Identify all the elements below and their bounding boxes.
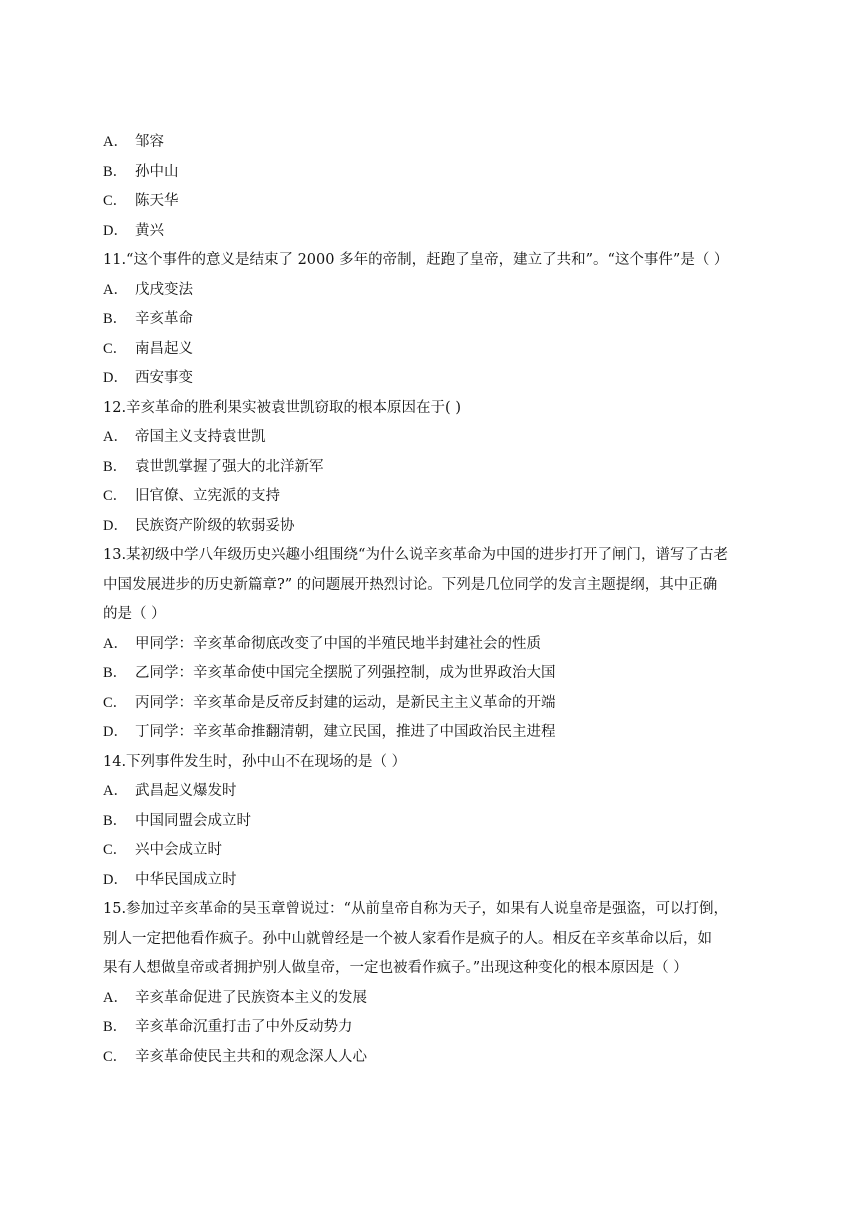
option-text: 南昌起义 bbox=[135, 340, 193, 357]
option-text: 民族资产阶级的软弱妥协 bbox=[135, 517, 295, 534]
option-letter: C． bbox=[103, 488, 128, 504]
option-c bbox=[103, 1043, 763, 1073]
question-12 bbox=[103, 394, 763, 542]
option-d bbox=[103, 364, 763, 394]
option-letter: C． bbox=[103, 842, 128, 858]
option-letter: A． bbox=[103, 281, 128, 298]
option-text: 孙中山 bbox=[135, 163, 179, 180]
option-text: 帝国主义支持袁世凯 bbox=[135, 429, 266, 445]
question-stem-line-3: 果有人想做皇帝或者拥护别人做皇帝，一定也被看作疯子。”出现这种变化的根本原因是（ ） bbox=[103, 960, 688, 976]
question-15 bbox=[103, 895, 763, 1072]
question-list bbox=[103, 128, 763, 1072]
question-stem: 12.辛亥革命的胜利果实被袁世凯窃取的根本原因在于( ) bbox=[103, 399, 461, 416]
option-letter: A． bbox=[103, 635, 128, 652]
option-b bbox=[103, 659, 763, 689]
option-text: 戊戌变法 bbox=[135, 281, 193, 298]
option-text: 甲同学：辛亥革命彻底改变了中国的半殖民地半封建社会的性质 bbox=[135, 635, 541, 652]
option-a bbox=[103, 423, 763, 453]
option-letter: B． bbox=[103, 665, 128, 681]
option-b bbox=[103, 807, 763, 837]
option-b bbox=[103, 1013, 763, 1043]
option-text: 旧官僚、立宪派的支持 bbox=[135, 488, 280, 504]
option-text: 辛亥革命促进了民族资本主义的发展 bbox=[135, 989, 367, 1006]
option-letter: B． bbox=[103, 1019, 128, 1035]
option-text: 邹容 bbox=[135, 134, 164, 150]
question-stem-line-2: 别人一定把他看作疯子。孙中山就曾经是一个被人家看作是疯子的人。相反在辛亥革命以后，如 bbox=[103, 930, 712, 947]
option-letter: C． bbox=[103, 340, 128, 357]
option-text: 丁同学：辛亥革命推翻清朝，建立民国，推进了中国政治民主进程 bbox=[135, 724, 556, 740]
question-stem: 14.下列事件发生时，孙中山不在现场的是（ ） bbox=[103, 753, 407, 770]
option-text: 武昌起义爆发时 bbox=[135, 783, 237, 799]
option-letter: C． bbox=[103, 694, 128, 711]
option-text: 兴中会成立时 bbox=[135, 842, 222, 858]
question-14 bbox=[103, 748, 763, 896]
option-a bbox=[103, 630, 763, 660]
option-d bbox=[103, 512, 763, 542]
option-c bbox=[103, 836, 763, 866]
option-text: 陈天华 bbox=[135, 193, 179, 209]
option-a bbox=[103, 276, 763, 306]
option-text: 乙同学：辛亥革命使中国完全摆脱了列强控制，成为世界政治大国 bbox=[135, 665, 556, 681]
option-text: 辛亥革命 bbox=[135, 311, 193, 327]
option-letter: B． bbox=[103, 311, 128, 327]
option-letter: A． bbox=[103, 783, 128, 799]
option-text: 黄兴 bbox=[135, 222, 164, 239]
option-c bbox=[103, 335, 763, 365]
option-text: 丙同学：辛亥革命是反帝反封建的运动，是新民主主义革命的开端 bbox=[135, 694, 556, 711]
option-text: 辛亥革命使民主共和的观念深人人心 bbox=[135, 1048, 367, 1065]
option-c bbox=[103, 689, 763, 719]
option-letter: D． bbox=[103, 724, 128, 740]
option-letter: C． bbox=[103, 1048, 128, 1065]
option-text: 西安事变 bbox=[135, 370, 193, 386]
option-letter: B． bbox=[103, 812, 128, 829]
option-letter: D． bbox=[103, 871, 128, 888]
option-letter: B． bbox=[103, 163, 128, 180]
option-letter: A． bbox=[103, 429, 128, 445]
question-11 bbox=[103, 246, 763, 394]
option-letter: D． bbox=[103, 517, 128, 534]
question-13 bbox=[103, 541, 763, 748]
option-a bbox=[103, 128, 763, 158]
option-text: 袁世凯掌握了强大的北洋新军 bbox=[135, 458, 324, 475]
question-stem-line-2: 中国发展进步的历史新篇章?” 的问题展开热烈讨论。下列是几位同学的发言主题提纲，其中正确 bbox=[103, 576, 718, 593]
option-d bbox=[103, 718, 763, 748]
option-text: 中华民国成立时 bbox=[135, 871, 237, 888]
question-stem: 11.“这个事件的意义是结束了 2000 多年的帝制，赶跑了皇帝，建立了共和”。“这个事件”是（ ） bbox=[103, 252, 729, 268]
option-b bbox=[103, 158, 763, 188]
option-b bbox=[103, 305, 763, 335]
option-letter: A． bbox=[103, 989, 128, 1006]
option-b bbox=[103, 453, 763, 483]
option-letter: A． bbox=[103, 134, 128, 150]
option-letter: D． bbox=[103, 370, 128, 386]
option-text: 中国同盟会成立时 bbox=[135, 812, 251, 829]
question-stem-line-3: 的是（ ） bbox=[103, 606, 166, 622]
option-d bbox=[103, 217, 763, 247]
option-c bbox=[103, 482, 763, 512]
question-10-options bbox=[103, 128, 763, 246]
option-a bbox=[103, 777, 763, 807]
option-letter: B． bbox=[103, 458, 128, 475]
question-stem-line-1: 15.参加过辛亥革命的吴玉章曾说过：“从前皇帝自称为天子，如果有人说皇帝是强盗，可以打倒， bbox=[103, 901, 728, 917]
option-d bbox=[103, 866, 763, 896]
option-c bbox=[103, 187, 763, 217]
question-stem-line-1: 13.某初级中学八年级历史兴趣小组围绕“为什么说辛亥革命为中国的进步打开了闸门，谱写了古老 bbox=[103, 547, 728, 563]
option-a bbox=[103, 984, 763, 1014]
option-text: 辛亥革命沉重打击了中外反动势力 bbox=[135, 1019, 353, 1035]
option-letter: C． bbox=[103, 193, 128, 209]
option-letter: D． bbox=[103, 222, 128, 239]
